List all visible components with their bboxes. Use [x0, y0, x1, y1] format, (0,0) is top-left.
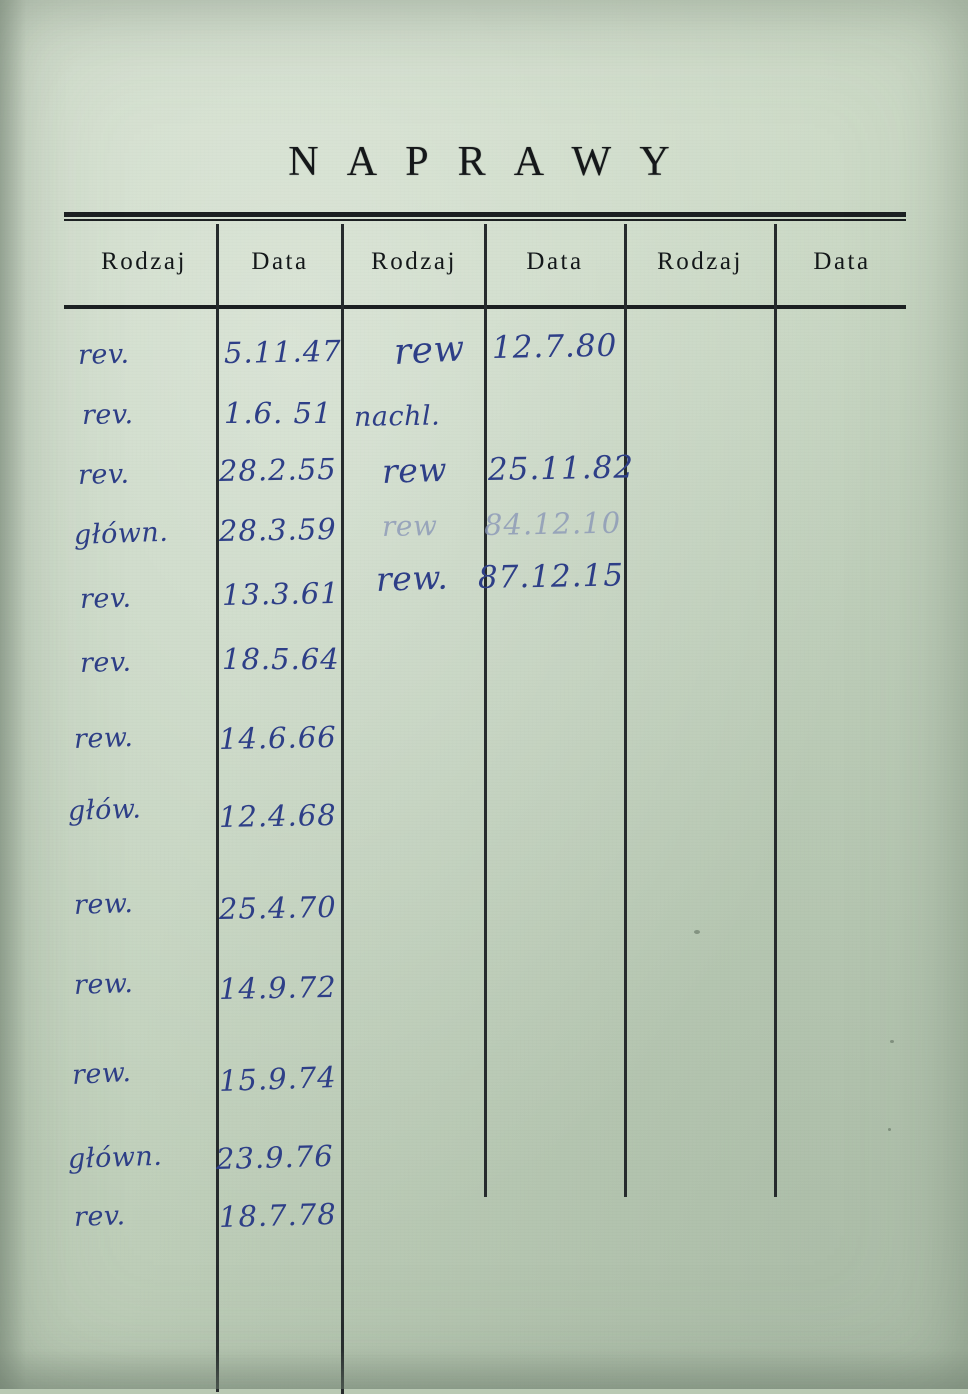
column-divider-2 — [341, 224, 344, 1394]
entry-date: 14.9.72 — [218, 969, 337, 1006]
column-header-data-2: Data — [526, 248, 584, 275]
entry-kind: rew. — [73, 887, 134, 921]
entry-kind: rev. — [73, 1200, 127, 1233]
column-divider-5 — [774, 224, 777, 1197]
paper-edge-bottom — [0, 1349, 968, 1389]
entry-kind: główn. — [73, 516, 169, 551]
entry-date: 5.11.47 — [223, 333, 342, 370]
entry-date: 28.3.59 — [218, 511, 337, 548]
paper-speck — [890, 1040, 894, 1043]
entry-kind: główn. — [67, 1140, 163, 1175]
entry-kind: rev. — [77, 458, 130, 491]
entry-date: 25.11.82 — [487, 449, 635, 488]
entry-date: 28.2.55 — [218, 451, 337, 488]
entry-date: 14.6.66 — [218, 719, 337, 756]
entry-kind: rew — [381, 449, 448, 491]
entry-date: 18.5.64 — [222, 642, 340, 676]
entry-date: 23.9.76 — [215, 1138, 335, 1176]
column-header-rodzaj-2: Rodzaj — [371, 248, 457, 275]
column-divider-4 — [624, 224, 627, 1197]
entry-kind: rew — [381, 509, 438, 543]
entry-kind: rev. — [79, 582, 132, 615]
entry-date: 18.7.78 — [218, 1196, 338, 1234]
entry-kind: rew. — [71, 1056, 133, 1091]
entry-date: 25.4.70 — [218, 889, 337, 926]
entry-kind: rew. — [73, 721, 134, 755]
column-header-rodzaj-3: Rodzaj — [657, 248, 743, 275]
entry-date: 1.6. 51 — [224, 396, 333, 430]
page-title: N A P R A W Y — [288, 139, 680, 185]
repairs-table — [64, 212, 906, 1234]
column-divider-3 — [484, 224, 487, 1197]
paper-speck — [888, 1128, 891, 1131]
paper-speck — [694, 930, 700, 934]
entry-date: 84.12.10 — [483, 505, 622, 542]
entry-date: 15.9.74 — [218, 1059, 338, 1098]
table-top-rule — [64, 212, 906, 217]
entry-kind: nachl. — [353, 400, 441, 433]
entry-kind: rew — [392, 328, 466, 373]
entry-kind: rev. — [79, 646, 132, 679]
entry-kind: rew. — [375, 557, 449, 599]
entry-kind: rew. — [73, 967, 134, 1001]
entry-kind: głów. — [67, 793, 142, 827]
entry-kind: rev. — [81, 399, 134, 431]
entry-date: 12.7.80 — [491, 327, 618, 366]
entry-date: 13.3.61 — [221, 575, 340, 612]
entry-date: 12.4.68 — [218, 797, 337, 834]
table-top-rule-2 — [64, 219, 906, 221]
entry-date: 87.12.15 — [477, 557, 625, 596]
paper-edge-left — [0, 0, 26, 1389]
entry-kind: rev. — [77, 338, 130, 371]
column-header-rodzaj-1: Rodzaj — [101, 248, 187, 275]
column-header-data-3: Data — [813, 248, 871, 275]
column-header-data-1: Data — [251, 248, 309, 275]
